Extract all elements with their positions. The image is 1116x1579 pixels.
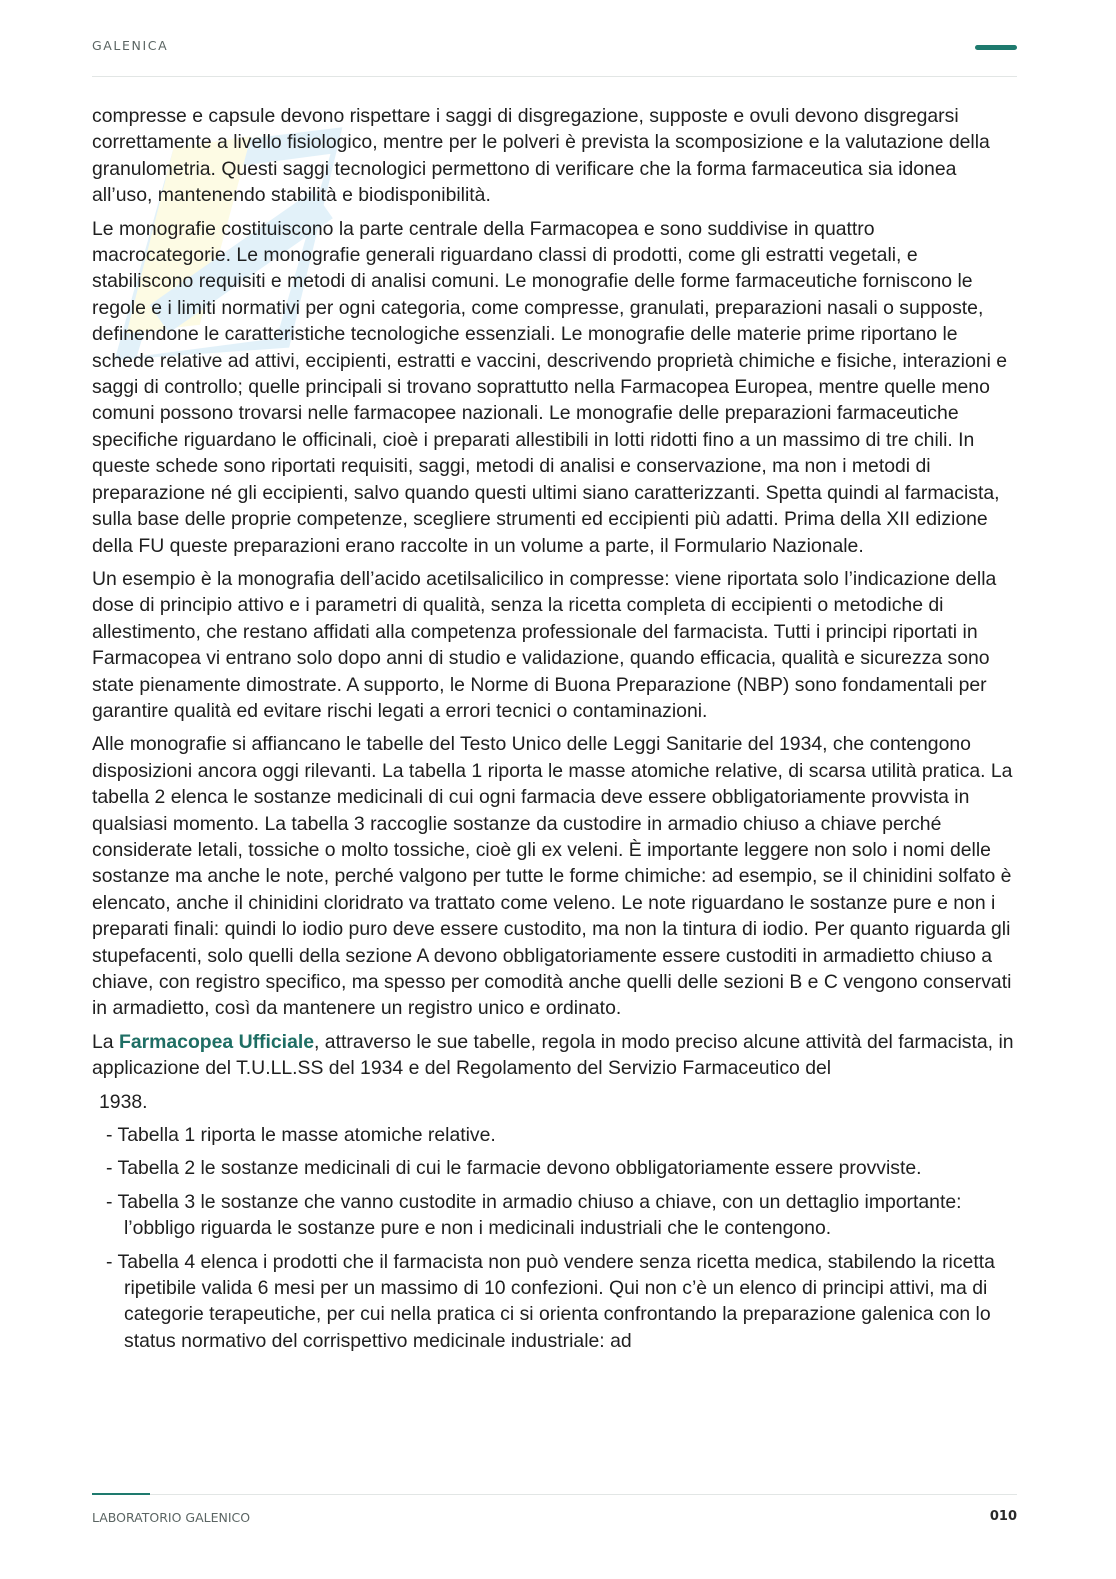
paragraph-tabelle-tulls: Alle monografie si affiancano le tabelle del Testo Unico delle Leggi Sanitarie del 1934, che contengono disposizioni ancora oggi rilevanti. La tabella 1 riporta le masse atomiche relative, di scarsa utilità pratica. La tabella 2 elenca le sostanze medicinali di cui ogni farmacia deve essere obbligatoriamente provvista in qualsiasi momento. La tabella 3 raccoglie sostanze da custodire in armadio chiuso a chiave perché considerate letali, tossiche o molto tossiche, cioè gli ex veleni. È importante leggere non solo i nomi delle sostanze ma anche le note, perché valgono per tutte le forme chimiche: ad esempio, se il chinidini solfato è elencato, anche il chinidini cloridrato va trattato come veleno. Le note riguardano le sostanze pure e non i preparati finali: quindi lo iodio puro deve essere custodito, ma non la tintura di iodio. Per quanto riguarda gli stupefacenti, solo quelli della sezione A devono obbligatoriamente essere custoditi in armadietto chiuso a chiave, con registro specifico, ma spesso per comodità anche quelli delle sezioni B e C vengono conservati in armadietto, così da mantenere un registro unico e ordinato.	[92, 733, 1013, 1020]
footer-accent-bar	[92, 1493, 150, 1495]
list-item: - Tabella 2 le sostanze medicinali di cui le farmacie devono obbligatoriamente essere provviste.	[106, 1157, 922, 1180]
p5-text-pre: La	[92, 1030, 119, 1053]
paragraph-disgregation: compresse e capsule devono rispettare i saggi di disgregazione, supposte e ovuli devono disgregarsi correttamente a livello fisiologico, mentre per le polveri è prevista la scomposizione e la valutazione della granulometria. Questi saggi tecnologici permettono di verificare che la forma farmaceutica sia idonea all’uso, mantenendo stabilità e biodisponibilità.	[92, 105, 990, 207]
list-item: - Tabella 3 le sostanze che vanno custodite in armadio chiuso a chiave, con un dettaglio importante: l’obbligo riguarda le sostanze pure e non i medicinali industriali che le contengono.	[106, 1190, 962, 1240]
paragraph-year: 1938.	[99, 1090, 148, 1113]
paragraph-example-aspirin: Un esempio è la monografia dell’acido acetilsalicilico in compresse: viene riportata solo l’indicazione della dose di principio attivo e i parametri di qualità, senza la ricetta completa di eccipienti o metodiche di allestimento, che restano affidati alla competenza professionale del farmacista. Tutti i principi riportati in Farmacopea vi entrano solo dopo anni di studio e validazione, quando efficacia, qualità e sicurezza sono state pienamente dimostrate. A supporto, le Norme di Buona Preparazione (NBP) sono fondamentali per garantire qualità ed evitare rischi legati a errori tecnici o contaminazioni.	[92, 567, 997, 722]
footer-section-title: LABORATORIO GALENICO	[92, 1510, 251, 1525]
farmacopea-ufficiale-highlight: Farmacopea Ufficiale	[118, 1030, 315, 1053]
header-accent-bar	[975, 45, 1017, 50]
page-body	[92, 103, 1017, 1361]
list-item: - Tabella 4 elenca i prodotti che il farmacista non può vendere senza ricetta medica, stabilendo la ricetta ripetibile valida 6 mesi per un massimo di 10 confezioni. Qui non c’è un elenco di principi attivi, ma di categorie terapeutiche, per cui nella pratica ci si orienta confrontando la preparazione galenica con lo status normativo del corrispettivo medicinale industriale: ad	[106, 1250, 995, 1352]
header-title: GALENICA	[92, 38, 169, 53]
list-item: - Tabella 1 riporta le masse atomiche relative.	[106, 1124, 496, 1147]
tabelle-list	[92, 1122, 1017, 1354]
paragraph-monografie: Le monografie costituiscono la parte centrale della Farmacopea e sono suddivise in quattro macrocategorie. Le monografie generali riguardano classi di prodotti, come gli estratti vegetali, e stabiliscono requisiti e metodi di analisi comuni. Le monografie delle forme farmaceutiche forniscono le regole e i limiti normativi per ogni categoria, come compresse, granulati, preparazioni nasali o supposte, definendone le caratteristiche tecnologiche essenziali. Le monografie delle materie prime riportano le schede relative ad attivi, eccipienti, estratti e vaccini, descrivendo proprietà chimiche e fisiche, interazioni e saggi di controllo; quelle principali si trovano soprattutto nella Farmacopea Europea, mentre quelle meno comuni possono trovarsi nelle farmacopee nazionali. Le monografie delle preparazioni farmaceutiche specifiche riguardano le officinali, cioè i preparati allestibili in lotti ridotti fino a un massimo di tre chili. In queste schede sono riportati requisiti, saggi, metodi di analisi e conservazione, ma non i metodi di preparazione né gli eccipienti, salvo quando questi ultimi siano caratterizzanti. Spetta quindi al farmacista, sulla base delle proprie competenze, scegliere strumenti ed eccipienti più adatti. Prima della XII edizione della FU queste preparazioni erano raccolte in un volume a parte, il Formulario Nazionale.	[92, 217, 1008, 557]
page-number: 010	[989, 1509, 1017, 1524]
page-header	[92, 36, 1017, 77]
footer-divider	[92, 1494, 1017, 1495]
paragraph-farmacopea-ufficiale	[92, 1029, 1017, 1082]
p5-text-post: , attraverso le sue tabelle, regola in modo preciso alcune attività del farmacista, in applicazione del T.U.LL.SS del 1934 e del Regolamento del Servizio Farmaceutico del	[92, 1030, 1014, 1080]
